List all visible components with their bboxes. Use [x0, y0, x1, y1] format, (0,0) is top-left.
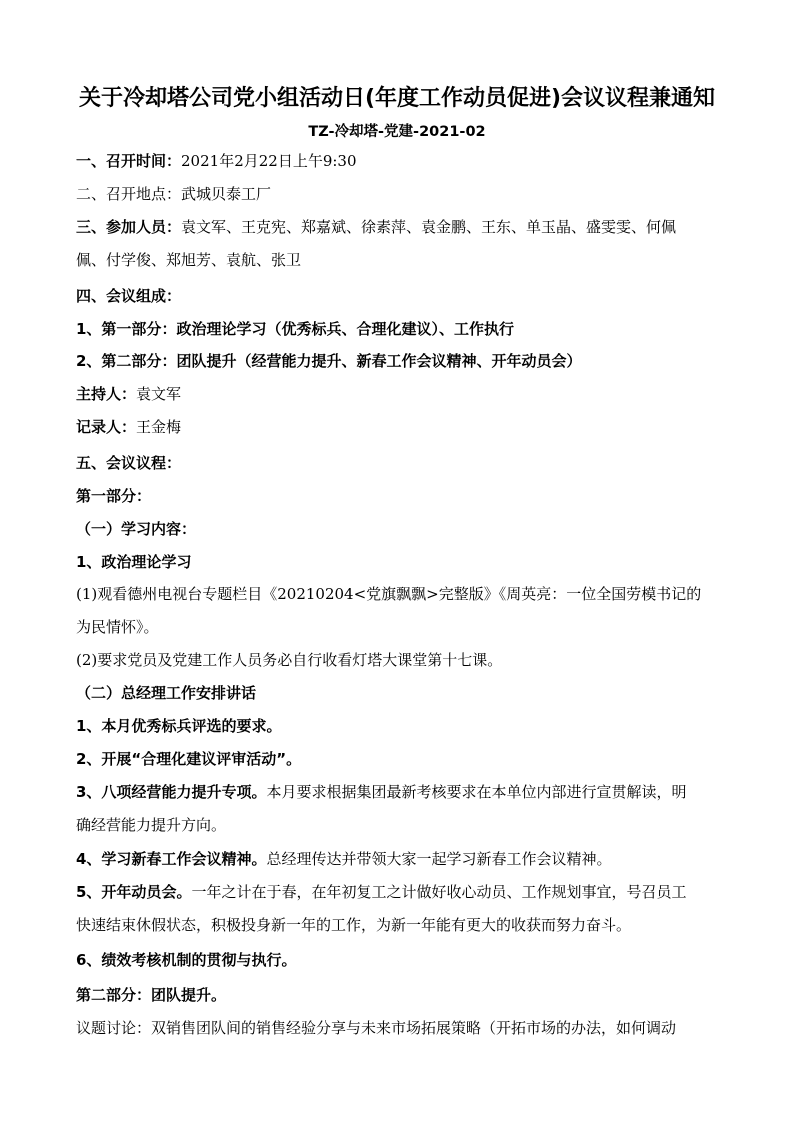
gm-item5-label: 5、开年动员会。 [76, 883, 192, 901]
meeting-place [76, 178, 720, 210]
agenda-heading: 五、会议议程： [76, 454, 182, 472]
attendees-continued: 佩、付学俊、郑旭芳、袁航、张卫 [76, 251, 302, 269]
meeting-place-label: 二、召开地点： [76, 185, 182, 203]
attendees [76, 211, 720, 243]
study-item1-a: (1)观看德州电视台专题栏目《20210204<党旗飘飘>完整版》《周英亮：一位全国劳模书记的 [76, 585, 702, 603]
gm-item4-text: 总经理传达并带领大家一起学习新春工作会议精神。 [266, 850, 612, 868]
meeting-time [76, 145, 720, 177]
gm-item3-text: 本月要求根据集团最新考核要求在本单位内部进行宣贯解读，明 [266, 783, 687, 801]
recorder [76, 411, 720, 443]
attendees-label: 三、参加人员： [76, 218, 182, 236]
gm-item1: 1、本月优秀标兵评选的要求。 [76, 717, 282, 735]
composition-part1: 1、第一部分：政治理论学习（优秀标兵、合理化建议）、工作执行 [76, 320, 514, 338]
meeting-place-value: 武城贝泰工厂 [181, 185, 272, 203]
document-title: 关于冷却塔公司党小组活动日(年度工作动员促进)会议议程兼通知 [78, 86, 716, 111]
gm-item5 [76, 876, 720, 908]
discussion-text: 议题讨论：双销售团队间的销售经验分享与未来市场拓展策略（开拓市场的办法，如何调动 [76, 1019, 677, 1037]
part2-heading: 第二部分：团队提升。 [76, 986, 227, 1004]
gm-item3-continued: 确经营能力提升方向。 [76, 816, 227, 834]
study-item1-b: (2)要求党员及党建工作人员务必自行收看灯塔大课堂第十七课。 [76, 651, 503, 669]
gm-item3 [76, 776, 720, 808]
gm-item5-text: 一年之计在于春，在年初复工之计做好收心动员、工作规划事宜，号召员工 [191, 883, 687, 901]
composition-heading: 四、会议组成： [76, 287, 182, 305]
host-value: 袁文军 [136, 385, 182, 403]
meeting-time-label: 一、召开时间： [76, 152, 182, 170]
recorder-label: 记录人： [76, 418, 137, 436]
gm-item4 [76, 843, 720, 875]
part1-heading: 第一部分： [76, 487, 152, 505]
host-label: 主持人： [76, 385, 137, 403]
study-heading: （一）学习内容： [76, 520, 197, 538]
gm-heading: （二）总经理工作安排讲话 [76, 684, 257, 702]
document-number: TZ-冷却塔-党建-2021-02 [308, 124, 486, 140]
composition-part2: 2、第二部分：团队提升（经营能力提升、新春工作会议精神、开年动员会） [76, 352, 582, 370]
gm-item3-label: 3、八项经营能力提升专项。 [76, 783, 267, 801]
gm-item6: 6、绩效考核机制的贯彻与执行。 [76, 951, 297, 969]
study-item1: 1、政治理论学习 [76, 553, 192, 571]
attendees-value: 袁文军、王克宪、郑嘉斌、徐素萍、袁金鹏、王东、单玉晶、盛雯雯、何佩 [181, 218, 677, 236]
recorder-value: 王金梅 [136, 418, 182, 436]
study-item1-a-continued: 为民情怀》。 [76, 618, 159, 636]
gm-item4-label: 4、学习新春工作会议精神。 [76, 850, 267, 868]
gm-item5-continued: 快速结束休假状态，积极投身新一年的工作，为新一年能有更大的收获而努力奋斗。 [76, 916, 632, 934]
gm-item2: 2、开展“合理化建议评审活动”。 [76, 750, 302, 768]
host [76, 378, 720, 410]
meeting-time-value: 2021年2月22日上午9:30 [181, 152, 357, 170]
